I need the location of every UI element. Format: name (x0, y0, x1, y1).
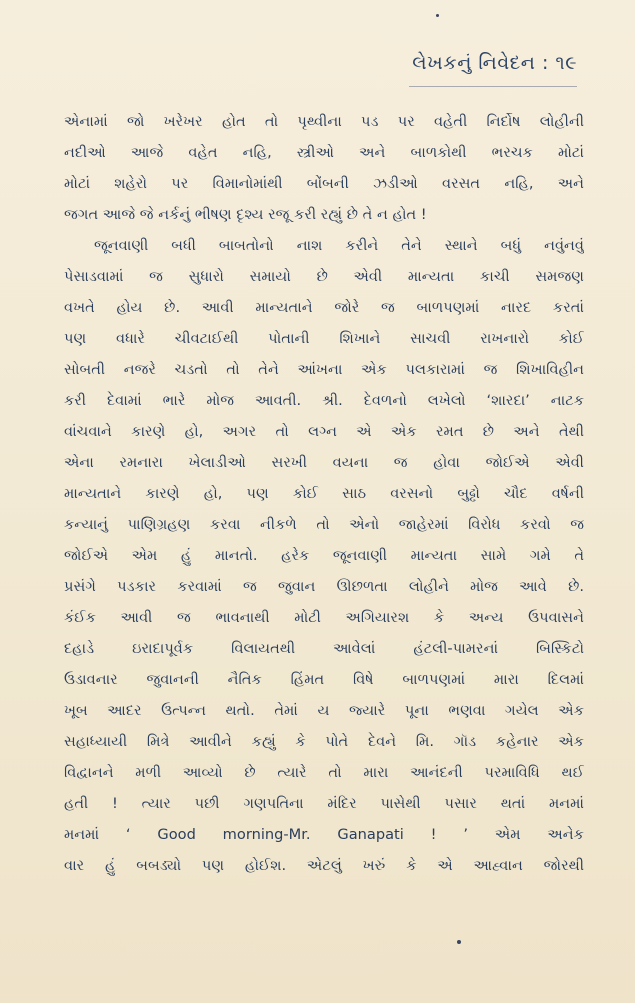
text-line: જોઈએ એમ હું માનતો. હરેક જૂનવાણી માન્યતા સામે ગમે તે (64, 547, 584, 564)
paragraph (64, 230, 584, 881)
text-line: વિદ્વાનને મળી આવ્યો છે ત્યારે તો મારા આનંદની પરમાવિધિ થઈ (64, 764, 584, 781)
text-line: મોટાં શહેરો પર વિમાનોમાંથી બોંબની ઝડીઓ વરસત નહિ, અને (64, 175, 584, 192)
paragraph-continuation (64, 106, 584, 230)
body-text (64, 106, 584, 881)
text-line: વાંચવાને કારણે હો, અગર તો લગ્ન એ એક રમત છે અને તેથી (64, 423, 584, 440)
ink-speck (457, 940, 461, 944)
text-line: ખૂબ આદર ઉત્પન્ન થતો. તેમાં ય જ્યારે પૂના ભણવા ગયેલ એક (64, 702, 584, 719)
text-line: એનામાં જો ખરેખર હોત તો પૃથ્વીના પડ પર વહેતી નિર્દોષ લોહીની (64, 113, 584, 130)
text-line: જગત આજે જે નર્કનું ભીષણ દૃશ્ય રજૂ કરી રહ્યું છે તે ન હોત ! (64, 206, 427, 223)
running-header: લેખકનું નિવેદન : ૧૯ (412, 52, 577, 74)
text-line: ઉડાવનાર જુવાનની નૈતિક હિંમત વિષે બાળપણમાં મારા દિલમાં (64, 671, 584, 688)
text-line: વાર હું બબડ્યો પણ હોઈશ. એટલું ખરું કે એ આહ્વાન જોરથી (64, 857, 584, 874)
text-line: પ્રસંગે પડકાર કરવામાં જ જુવાન ઊછળતા લોહીને મોજ આવે છે. (64, 578, 584, 595)
text-line: કંઈક આવી જ ભાવનાથી મોટી અગિયારશ કે અન્ય ઉપવાસને (64, 609, 584, 626)
text-line: માન્યતાને કારણે હો, પણ કોઈ સાઠ વરસનો બુઢ્ઢો ચૌદ વર્ષની (64, 485, 584, 502)
text-line: હતી ! ત્યાર પછી ગણપતિના મંદિર પાસેથી પસાર થતાં મનમાં (64, 795, 584, 812)
text-line: કન્યાનું પાણિગ્રહણ કરવા નીકળે તો એનો જાહેરમાં વિરોધ કરવો જ (64, 516, 584, 533)
text-line: દહાડે ઇરાદાપૂર્વક વિલાયતથી આવેલાં હંટલી-પામરનાં બિસ્કિટો (64, 640, 584, 657)
text-line: સહાધ્યાયી મિત્રે આવીને કહ્યું કે પોતે દેવને મિ. ગૉડ કહેનાર એક (64, 733, 584, 750)
text-line: મનમાં ‘ Good morning-Mr. Ganapati ! ’ એમ અનેક (64, 826, 584, 843)
header-underline (409, 86, 577, 87)
text-line: સોબતી નજરે ચડતો તો તેને આંખના એક પલકારામાં જ શિખાવિહીન (64, 361, 584, 378)
text-line: એના રમનારા ખેલાડીઓ સરખી વયના જ હોવા જોઈએ એવી (64, 454, 584, 471)
text-line: નદીઓ આજે વહેત નહિ, સ્ત્રીઓ અને બાળકોથી ભરચક મોટાં (64, 144, 584, 161)
text-line: પેસાડવામાં જ સુધારો સમાયો છે એવી માન્યતા કાચી સમજણ (64, 268, 584, 285)
text-line: વખતે હોય છે. આવી માન્યતાને જોરે જ બાળપણમાં નારદ કરતાં (64, 299, 584, 316)
text-line: પણ વધારે ચીવટાઈથી પોતાની શિખાને સાચવી રાખનારો કોઈ (64, 330, 584, 347)
text-line: જૂનવાણી બધી બાબતોનો નાશ કરીને તેને સ્થાને બધું નવુંનવું (94, 237, 584, 254)
text-line: કરી દેવામાં ભારે મોજ આવતી. શ્રી. દેવળનો લખેલો ‘શારદા’ નાટક (64, 392, 584, 409)
ink-speck (436, 14, 439, 17)
